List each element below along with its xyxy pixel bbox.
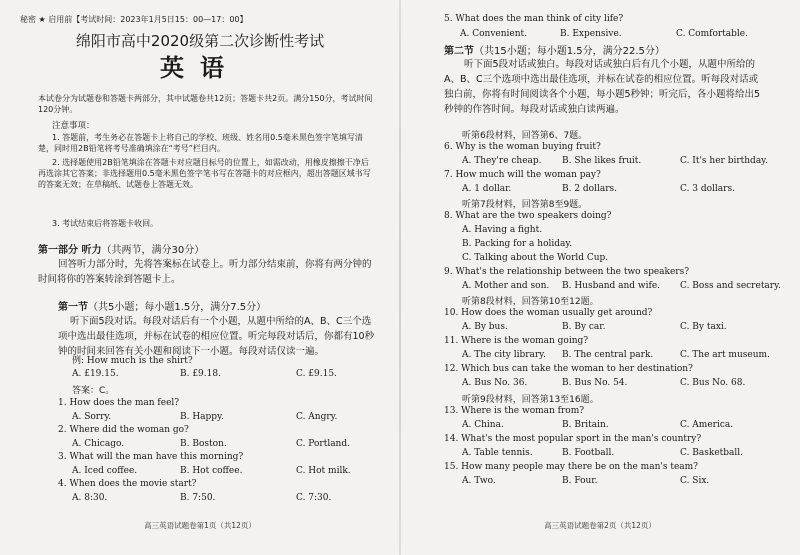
section2-title: 第二节 <box>444 46 474 57</box>
question-13-option-a: A. China. <box>462 420 504 430</box>
question-5-option-a: A. Convenient. <box>460 29 528 39</box>
question-2: 2. Where did the woman go? <box>58 425 189 435</box>
question-1-option-c: C. Angry. <box>296 412 338 422</box>
question-13: 13. Where is the woman from? <box>444 406 585 416</box>
question-14-option-a: A. Table tennis. <box>462 448 533 458</box>
example-answer: 答案：C。 <box>72 386 115 396</box>
section2-heading <box>444 42 665 57</box>
exam-page-right <box>400 0 800 555</box>
question-12-option-b: B. Bus No. 54. <box>562 378 628 388</box>
page-footer-left: 高三英语试题卷第1页（共12页） <box>144 521 256 530</box>
question-5-option-c: C. Comfortable. <box>676 29 748 39</box>
example-option-a: A. £19.15. <box>72 369 119 379</box>
question-3-option-c: C. Hot milk. <box>296 466 351 476</box>
question-15: 15. How many people may there be on the man's team? <box>444 462 698 472</box>
notice-item-1: 1. 答题前，考生务必在答题卡上将自己的学校、班级、姓名用0.5毫米黑色签字笔填写清楚，同时用2B铅笔将考号准确填涂在“考号”栏目内。 <box>38 133 363 153</box>
notice-item-2: 2. 选择题使用2B铅笔填涂在答题卡对应题目标号的位置上，如需改动，用橡皮擦擦干净后再选涂其它答案；非选择题用0.5毫米黑色签字笔书写在答题卡的对应框内，超出答题区域书写的答案无效；在草稿纸、试题卷上答题无效。 <box>38 158 371 189</box>
question-11-option-b: B. The central park. <box>562 350 654 360</box>
section2-note: （共15小题；每小题1.5分，满分22.5分） <box>474 46 665 57</box>
question-1-option-a: A. Sorry. <box>72 412 112 422</box>
question-6: 6. Why is the woman buying fruit? <box>444 142 601 152</box>
confidential-header: 秘密 ★ 启用前【考试时间：2023年1月5日15：00—17：00】 <box>20 15 248 24</box>
question-11-option-a: A. The city library. <box>462 350 546 360</box>
notice-heading: 注意事项： <box>52 121 95 131</box>
question-14-option-c: C. Basketball. <box>680 448 744 458</box>
question-6-option-a: A. They're cheap. <box>462 156 542 166</box>
question-8-option-c: C. Talking about the World Cup. <box>462 253 609 263</box>
question-11: 11. Where is the woman going? <box>444 336 589 346</box>
part1-title: 第一部分 听力 <box>38 245 102 256</box>
question-12-option-a: A. Bus No. 36. <box>462 378 528 388</box>
question-8: 8. What are the two speakers doing? <box>444 211 612 221</box>
question-13-option-b: B. Britain. <box>562 420 609 430</box>
question-12-option-c: C. Bus No. 68. <box>680 378 746 388</box>
question-7: 7. How much will the woman pay? <box>444 170 601 180</box>
section1-title: 第一节 <box>58 302 88 313</box>
question-9: 9. What's the relationship between the two speakers? <box>444 267 690 277</box>
question-6-option-b: B. She likes fruit. <box>562 156 642 166</box>
question-6-option-c: C. It's her birthday. <box>680 156 768 166</box>
question-2-option-a: A. Chicago. <box>72 439 125 449</box>
question-4: 4. When does the movie start? <box>58 479 197 489</box>
question-1-option-b: B. Happy. <box>180 412 224 422</box>
question-10-option-c: C. By taxi. <box>680 322 727 332</box>
question-2-option-c: C. Portland. <box>296 439 350 449</box>
listen-6-note: 听第6段材料，回答第6、7题。 <box>462 131 588 141</box>
part1-instructions: 回答听力部分时，先将答案标在试卷上。听力部分结束前，你将有两分钟的时间将你的答案转涂到答题卡上。 <box>38 259 372 285</box>
question-8-option-b: B. Packing for a holiday. <box>462 239 573 249</box>
question-13-option-c: C. America. <box>680 420 734 430</box>
listen-9-note: 听第9段材料，回答第13至16题。 <box>462 395 599 405</box>
section1-note: （共5小题；每小题1.5分，满分7.5分） <box>88 302 267 313</box>
question-9-option-c: C. Boss and secretary. <box>680 281 781 291</box>
question-7-option-a: A. 1 dollar. <box>462 184 512 194</box>
part1-note: （共两节，满分30分） <box>101 245 205 256</box>
part1-heading <box>38 241 204 256</box>
page-footer-right: 高三英语试题卷第2页（共12页） <box>544 521 656 530</box>
question-3-option-b: B. Hot coffee. <box>180 466 243 476</box>
subject-title: 英语 <box>160 54 240 82</box>
question-5: 5. What does the man think of city life? <box>444 14 624 24</box>
listen-7-note: 听第7段材料，回答第8至9题。 <box>462 200 588 210</box>
question-7-option-c: C. 3 dollars. <box>680 184 735 194</box>
question-10-option-b: B. By car. <box>562 322 606 332</box>
example-option-c: C. £9.15. <box>296 369 337 379</box>
question-3-option-a: A. Iced coffee. <box>72 466 138 476</box>
question-12: 12. Which bus can take the woman to her destination? <box>444 364 693 374</box>
intro-text: 本试卷分为试题卷和答题卡两部分，其中试题卷共12页；答题卡共2页。满分150分，考试时间120分钟。 <box>38 94 373 114</box>
question-9-option-b: B. Husband and wife. <box>562 281 661 291</box>
question-10: 10. How does the woman usually get around? <box>444 308 653 318</box>
question-7-option-b: B. 2 dollars. <box>562 184 618 194</box>
section1-instructions: 听下面5段对话。每段对话后有一个小题，从题中所给的A、B、C三个选项中选出最佳选项，并标在试卷的相应位置。听完每段对话后，你都有10秒钟的时间来回答有关小题和阅读下一小题。每段对话仅读一遍。 <box>58 316 375 357</box>
question-14-option-b: B. Football. <box>562 448 615 458</box>
question-8-option-a: A. Having a fight. <box>462 225 543 235</box>
question-5-option-b: B. Expensive. <box>560 29 622 39</box>
question-2-option-b: B. Boston. <box>180 439 227 449</box>
question-4-option-b: B. 7:50. <box>180 493 216 503</box>
exam-title: 绵阳市高中2020级第二次诊断性考试 <box>75 32 325 50</box>
question-9-option-a: A. Mother and son. <box>462 281 550 291</box>
question-15-option-c: C. Six. <box>680 476 710 486</box>
question-15-option-a: A. Two. <box>462 476 496 486</box>
question-1: 1. How does the man feel? <box>58 398 180 408</box>
question-3: 3. What will the man have this morning? <box>58 452 244 462</box>
notice-item-3: 3. 考试结束后将答题卡收回。 <box>52 219 159 228</box>
question-15-option-b: B. Four. <box>562 476 598 486</box>
section1-heading <box>58 298 266 313</box>
listen-8-note: 听第8段材料，回答第10至12题。 <box>462 297 599 307</box>
question-14: 14. What's the most popular sport in the man's country? <box>444 434 702 444</box>
question-10-option-a: A. By bus. <box>462 322 508 332</box>
example-question: 例: How much is the shirt? <box>72 356 193 366</box>
question-4-option-a: A. 8:30. <box>72 493 108 503</box>
question-11-option-c: C. The art museum. <box>680 350 770 360</box>
example-option-b: B. £9.18. <box>180 369 221 379</box>
section2-instructions: 听下面5段对话或独白。每段对话或独白后有几个小题，从题中所给的A、B、C三个选项中选出最佳选项，并标在试卷的相应位置。听每段对话或独白前，你将有时间阅读各个小题，每小题5秒钟；听完后，各小题将给出5秒钟的作答时间。每段对话或独白读两遍。 <box>444 59 761 115</box>
question-4-option-c: C. 7:30. <box>296 493 332 503</box>
